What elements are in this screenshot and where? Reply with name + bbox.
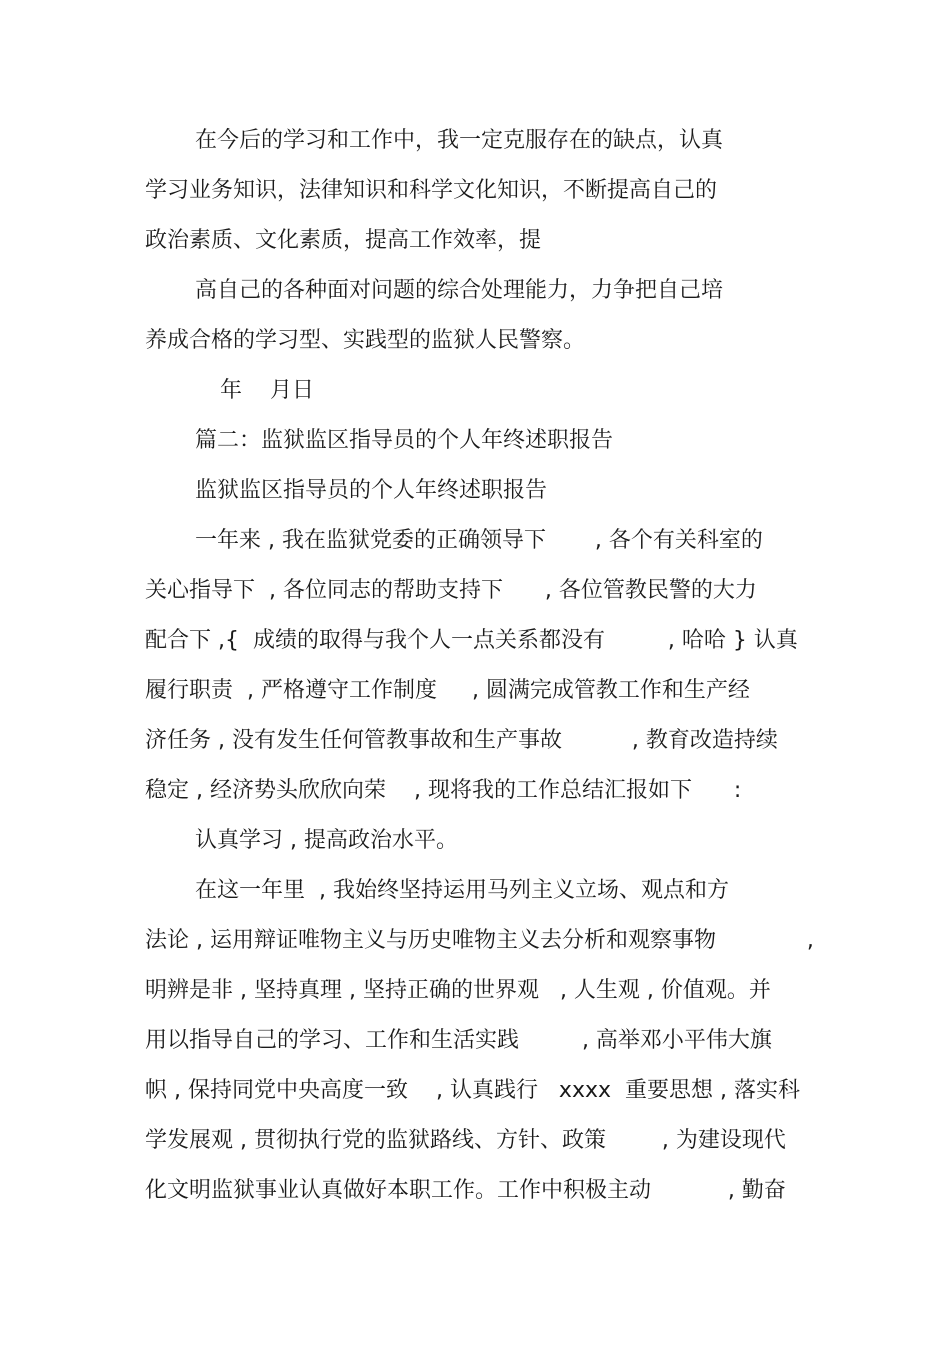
paragraph-line: 用以指导自己的学习、工作和生活实践 , 高举邓小平伟大旗 — [145, 1028, 772, 1053]
date-line: 年 月日 — [220, 378, 314, 403]
subsection-heading: 认真学习 , 提高政治水平。 — [195, 828, 458, 853]
paragraph-line: 稳定 , 经济势头欣欣向荣 , 现将我的工作总结汇报如下 : — [145, 778, 742, 803]
paragraph-line: 法论 , 运用辩证唯物主义与历史唯物主义去分析和观察事物 , — [145, 928, 814, 953]
paragraph-line: 学发展观 , 贯彻执行党的监狱路线、方针、政策 , 为建设现代 — [145, 1128, 786, 1153]
paragraph-line: 济任务 , 没有发生任何管教事故和生产事故 , 教育改造持续 — [145, 728, 778, 753]
paragraph-line: 履行职责 , 严格遵守工作制度 , 圆满完成管教工作和生产经 — [145, 678, 750, 703]
paragraph-line: 学习业务知识，法律知识和科学文化知识，不断提高自己的 — [145, 178, 718, 203]
paragraph-line: 帜 , 保持同党中央高度一致 , 认真践行 xxxx 重要思想 , 落实科 — [145, 1078, 800, 1103]
paragraph-line: 政治素质、文化素质，提高工作效率，提 — [145, 228, 542, 253]
paragraph-line: 一年来 , 我在监狱党委的正确领导下 , 各个有关科室的 — [195, 528, 763, 553]
paragraph-line: 在这一年里 , 我始终坚持运用马列主义立场、观点和方 — [195, 878, 729, 903]
paragraph-line: 化文明监狱事业认真做好本职工作。工作中积极主动 , 勤奋 — [145, 1178, 786, 1203]
paragraph-line: 养成合格的学习型、实践型的监狱人民警察。 — [145, 328, 586, 353]
paragraph-line: 明辨是非 , 坚持真理 , 坚持正确的世界观 , 人生观 , 价值观。并 — [145, 978, 771, 1003]
paragraph-line: 高自己的各种面对问题的综合处理能力，力争把自己培 — [195, 278, 724, 303]
paragraph-line: 配合下 ,{ 成绩的取得与我个人一点关系都没有 , 哈哈 } 认真 — [145, 628, 798, 653]
paragraph-line: 在今后的学习和工作中，我一定克服存在的缺点，认真 — [195, 128, 724, 153]
paragraph-line: 关心指导下 , 各位同志的帮助支持下 , 各位管教民警的大力 — [145, 578, 757, 603]
report-title: 监狱监区指导员的个人年终述职报告 — [195, 478, 548, 503]
section-heading: 篇二：监狱监区指导员的个人年终述职报告 — [195, 428, 614, 453]
